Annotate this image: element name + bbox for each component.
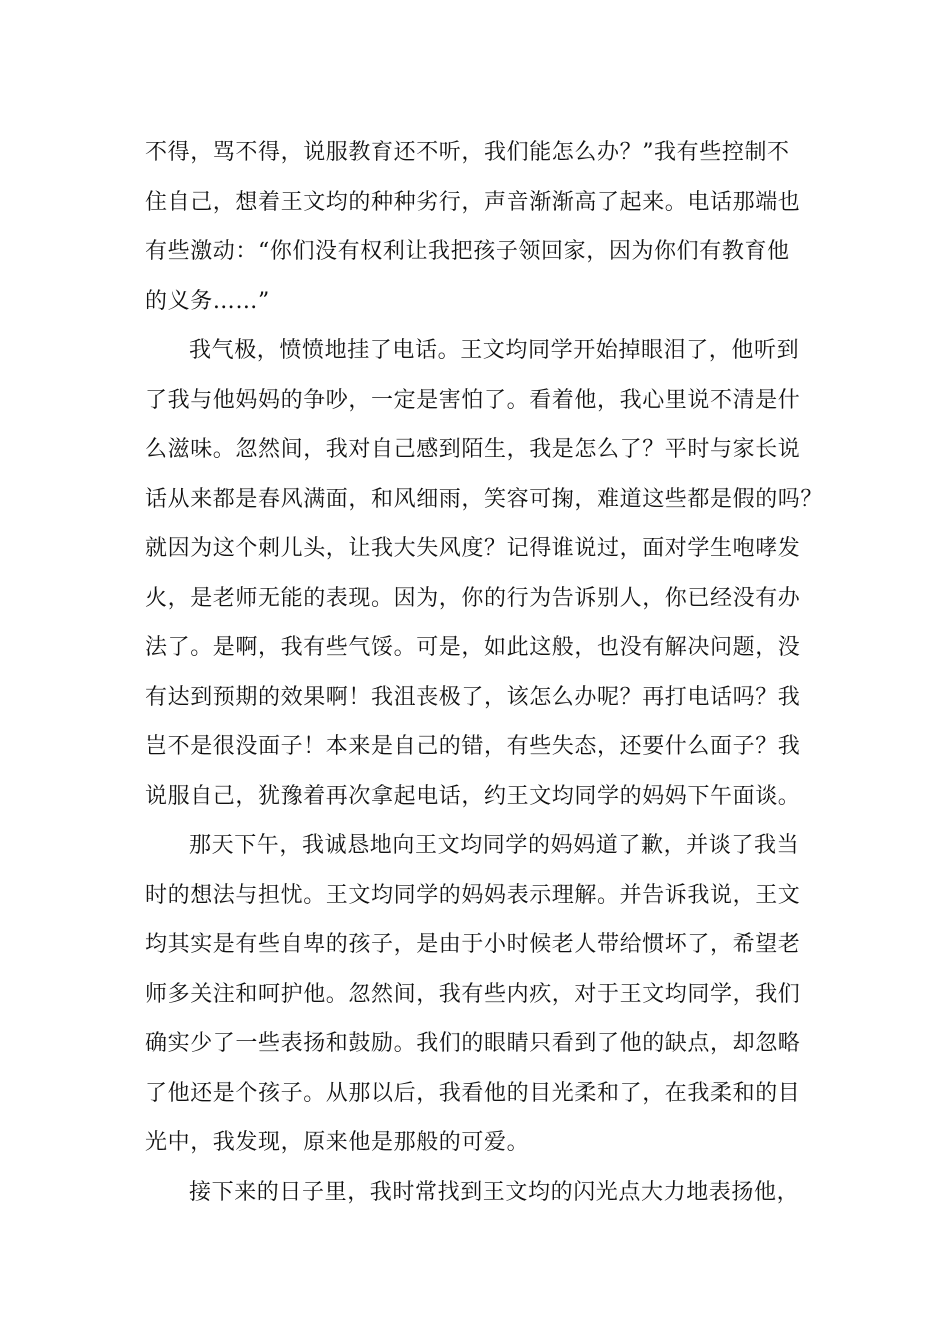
text-line: 有达到预期的效果啊！我沮丧极了，该怎么办呢？再打电话吗？我 bbox=[145, 684, 801, 710]
text-line: 有些激动：“你们没有权利让我把孩子领回家，因为你们有教育他 bbox=[145, 239, 790, 264]
text-line: 的义务……” bbox=[145, 288, 270, 314]
paragraph-first-line: 那天下午，我诚恳地向王文均同学的妈妈道了歉，并谈了我当 bbox=[189, 833, 800, 858]
text-line: 话从来都是春风满面，和风细雨，笑容可掬，难道这些都是假的吗？ bbox=[145, 486, 824, 512]
text-line: 说服自己，犹豫着再次拿起电话，约王文均同学的妈妈下午面谈。 bbox=[145, 783, 801, 809]
text-line: 光中，我发现，原来他是那般的可爱。 bbox=[145, 1130, 530, 1155]
text-line: 了他还是个孩子。从那以后，我看他的目光柔和了，在我柔和的目 bbox=[145, 1080, 801, 1106]
text-line: 住自己，想着王文均的种种劣行，声音渐渐高了起来。电话那端也 bbox=[145, 189, 801, 215]
paragraph-first-line: 我气极，愤愤地挂了电话。王文均同学开始掉眼泪了，他听到 bbox=[189, 338, 800, 363]
text-line: 法了。是啊，我有些气馁。可是，如此这般，也没有解决问题，没 bbox=[145, 635, 801, 660]
paragraph-first-line: 接下来的日子里，我时常找到王文均的闪光点大力地表扬他， bbox=[189, 1179, 800, 1205]
text-line: 均其实是有些自卑的孩子，是由于小时候老人带给惯坏了，希望老 bbox=[145, 932, 801, 957]
text-line: 岂不是很没面子！本来是自己的错，有些失态，还要什么面子？我 bbox=[145, 734, 801, 759]
text-line: 确实少了一些表扬和鼓励。我们的眼睛只看到了他的缺点，却忽略 bbox=[145, 1031, 801, 1056]
text-line: 时的想法与担忧。王文均同学的妈妈表示理解。并告诉我说，王文 bbox=[145, 882, 801, 908]
text-line: 就因为这个刺儿头，让我大失风度？记得谁说过，面对学生咆哮发 bbox=[145, 536, 801, 561]
text-line: 么滋味。忽然间，我对自己感到陌生，我是怎么了？平时与家长说 bbox=[145, 437, 801, 462]
body-text bbox=[145, 128, 824, 1217]
text-line: 师多关注和呵护他。忽然间，我有些内疚，对于王文均同学，我们 bbox=[145, 981, 801, 1007]
text-line: 火，是老师无能的表现。因为，你的行为告诉别人，你已经没有办 bbox=[145, 585, 801, 611]
text-line: 不得，骂不得，说服教育还不听，我们能怎么办？”我有些控制不 bbox=[145, 140, 790, 165]
text-line: 了我与他妈妈的争吵，一定是害怕了。看着他，我心里说不清是什 bbox=[145, 387, 801, 413]
